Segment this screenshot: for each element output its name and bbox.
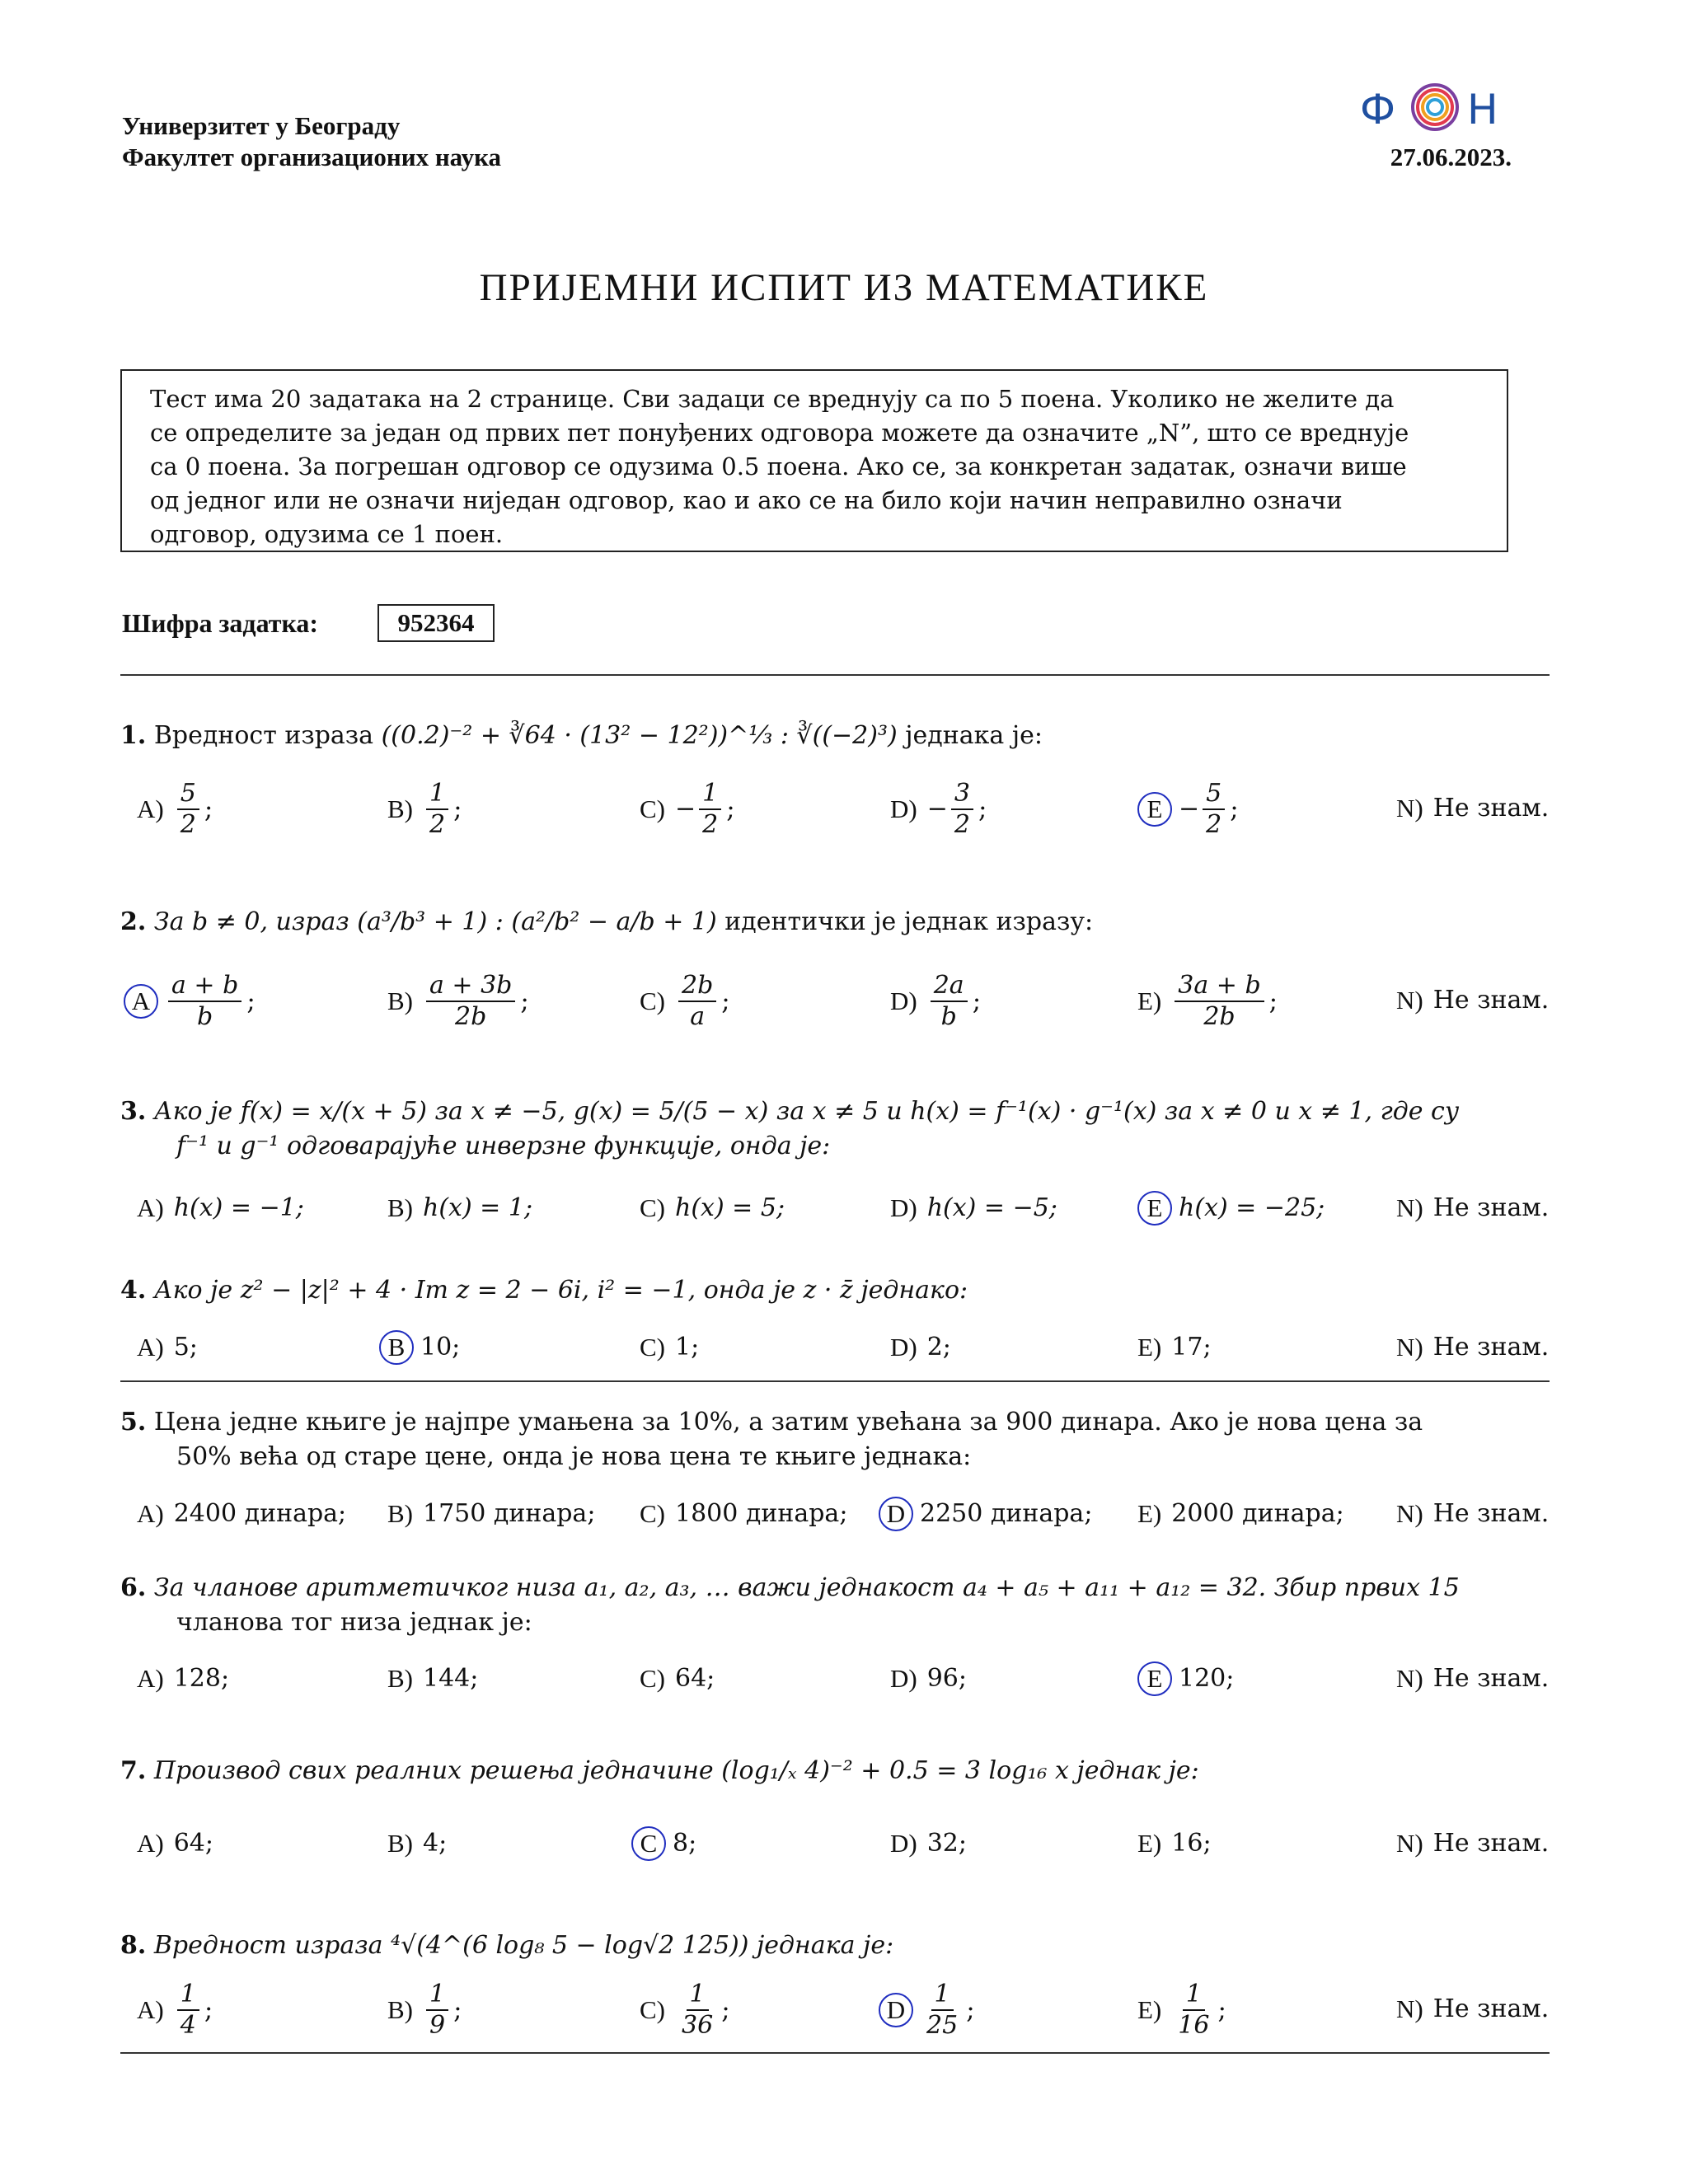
q8-option-n[interactable]: N) Не знам. (1396, 1994, 1550, 2023)
q5-option-n[interactable]: N) Не знам. (1396, 1499, 1550, 1528)
question-text: Ако је z² − |z|² + 4 · Im z = 2 − 6i, i² = −1, онда је z · z̄ једнако: (153, 1276, 968, 1305)
instructions-line: се определите за један од првих пет понуђених одговора можете да означите „N”, што се вреднује (150, 419, 1409, 447)
question-text: За чланове аритметичког низа a₁, a₂, a₃, … важи једнакост a₄ + a₅ + a₁₁ + a₁₂ = 32. Збир првих 15 (153, 1573, 1460, 1602)
question-number: 2. (120, 907, 147, 936)
q4-option-e[interactable]: E) 17; (1137, 1333, 1212, 1361)
q8-option-a[interactable]: A) $\frac{1}{4}$ ; (137, 1980, 213, 2040)
q8-option-d[interactable]: D $\frac{1}{25}$ ; (879, 1980, 975, 2041)
q6-option-d[interactable]: D) 96; (890, 1664, 967, 1693)
question-text: Ако је f(x) = x/(x + 5) за x ≠ −5, g(x) = 5/(5 − x) за x ≠ 5 и h(x) = f⁻¹(x) · g⁻¹(x) за x ≠ 0 и x ≠ 1, где су (153, 1097, 1460, 1126)
q5-option-b[interactable]: B) 1750 динара; (387, 1499, 596, 1528)
question-text: чланова тог низа једнак је: (176, 1608, 532, 1637)
logo-rings-icon (1413, 85, 1457, 129)
q1-option-b[interactable]: B) $\frac{1}{2}$ ; (387, 779, 462, 839)
q8-option-c[interactable]: C) $\frac{1}{36}$ ; (640, 1980, 730, 2040)
question-text: идентички је једнак изразу: (724, 907, 1094, 936)
logo-left-letter: Ф (1360, 86, 1396, 134)
question-number: 3. (120, 1097, 147, 1126)
question-number: 5. (120, 1408, 147, 1436)
q7-option-e[interactable]: E) 16; (1137, 1829, 1212, 1858)
q3-option-d[interactable]: D) h(x) = −5; (890, 1193, 1057, 1222)
q2-option-a[interactable]: A $\frac{a + b}{b}$ ; (124, 971, 256, 1032)
question-3 (120, 1094, 1611, 1164)
divider (120, 2052, 1550, 2054)
question-text: Вредност израза ⁴√(4^(6 log₈ 5 − log√2 125)) једнака је: (153, 1931, 894, 1960)
q3-option-c[interactable]: C) h(x) = 5; (640, 1193, 785, 1222)
q1-option-e[interactable]: E − $\frac{5}{2}$ ; (1137, 779, 1239, 840)
q1-option-a[interactable]: A) $\frac{5}{2}$ ; (137, 779, 213, 839)
question-4 (120, 1273, 1554, 1308)
exam-date: 27.06.2023. (1390, 143, 1512, 171)
question-text: За b ≠ 0, израз (153, 907, 349, 936)
q2-option-b[interactable]: B) $\frac{a + 3b}{2b}$ ; (387, 971, 529, 1031)
q6-option-e[interactable]: E 120; (1137, 1661, 1234, 1696)
q7-option-d[interactable]: D) 32; (890, 1829, 967, 1858)
selected-answer-mark: D (879, 1497, 913, 1531)
q2-option-n[interactable]: N) Не знам. (1396, 986, 1550, 1015)
question-expression: (a³/b³ + 1) : (a²/b² − a/b + 1) (357, 907, 717, 936)
q6-option-c[interactable]: C) 64; (640, 1664, 715, 1693)
q1-option-c[interactable]: C) − $\frac{1}{2}$ ; (640, 779, 735, 839)
q3-option-n[interactable]: N) Не знам. (1396, 1193, 1550, 1222)
instructions-box (120, 369, 1508, 552)
question-text: Вредност израза (153, 721, 374, 750)
selected-answer-mark: C (631, 1826, 666, 1861)
instructions-line: са 0 поена. За погрешан одговор се одузима 0.5 поена. Ако се, за конкретан задатак, означи више (150, 452, 1407, 480)
q3-option-a[interactable]: A) h(x) = −1; (137, 1193, 304, 1222)
q2-option-e[interactable]: E) $\frac{3a + b}{2b}$ ; (1137, 971, 1278, 1031)
fon-logo (1360, 81, 1510, 134)
question-number: 7. (120, 1756, 147, 1785)
instructions-line: од једног или не означи ниједан одговор, као и ако се на било који начин неправилно означи (150, 486, 1343, 514)
selected-answer-mark: D (879, 1993, 913, 2027)
question-6 (120, 1571, 1611, 1640)
selected-answer-mark: E (1137, 1191, 1172, 1226)
q7-option-c[interactable]: C 8; (631, 1826, 696, 1861)
q2-option-d[interactable]: D) $\frac{2a}{b}$ ; (890, 971, 982, 1031)
question-8 (120, 1929, 1554, 1963)
q7-option-b[interactable]: B) 4; (387, 1829, 448, 1858)
divider (120, 1380, 1550, 1382)
question-text: 50% већа од старе цене, онда је нова цена те књиге једнака: (176, 1442, 972, 1471)
q1-option-d[interactable]: D) − $\frac{3}{2}$ ; (890, 779, 987, 839)
q8-option-e[interactable]: E) $\frac{1}{16}$ ; (1137, 1980, 1226, 2040)
q5-option-c[interactable]: C) 1800 динара; (640, 1499, 848, 1528)
question-7 (120, 1754, 1554, 1788)
q5-option-a[interactable]: A) 2400 динара; (137, 1499, 347, 1528)
university-name: Универзитет у Београду (122, 111, 401, 140)
question-text: Производ свих реалних решења једначине (log₁/ₓ 4)⁻² + 0.5 = 3 log₁₆ x једнак је: (153, 1756, 1199, 1785)
q1-option-n[interactable]: N) Не знам. (1396, 794, 1550, 823)
q3-option-e[interactable]: E h(x) = −25; (1137, 1191, 1325, 1226)
selected-answer-mark: E (1137, 792, 1172, 827)
q7-option-n[interactable]: N) Не знам. (1396, 1829, 1550, 1858)
page-title: ПРИЈЕМНИ ИСПИТ ИЗ МАТЕМАТИКЕ (479, 266, 1209, 309)
faculty-name: Факултет организационих наука (122, 143, 502, 171)
q6-option-a[interactable]: A) 128; (137, 1664, 230, 1693)
task-code-label: Шифра задатка: (122, 608, 319, 638)
q3-option-b[interactable]: B) h(x) = 1; (387, 1193, 533, 1222)
logo-right-letter: Н (1467, 86, 1498, 134)
question-number: 1. (120, 721, 147, 750)
task-code-value: 952364 (377, 604, 495, 642)
q5-option-e[interactable]: E) 2000 динара; (1137, 1499, 1344, 1528)
instructions-line: одговор, одузима се 1 поен. (150, 520, 504, 548)
question-text: Цена једне књиге је најпре умањена за 10%, а затим увећана за 900 динара. Ако је нова цена за (153, 1408, 1423, 1436)
q4-option-n[interactable]: N) Не знам. (1396, 1333, 1550, 1361)
selected-answer-mark: A (124, 984, 158, 1019)
question-number: 4. (120, 1276, 147, 1305)
question-expression: ((0.2)⁻² + ∛64 · (13² − 12²))^⅓ : ∛((−2)³) (381, 721, 898, 750)
question-number: 6. (120, 1573, 147, 1602)
question-1 (120, 719, 1554, 753)
selected-answer-mark: E (1137, 1661, 1172, 1696)
q4-option-a[interactable]: A) 5; (137, 1333, 198, 1361)
q6-option-n[interactable]: N) Не знам. (1396, 1664, 1550, 1693)
q6-option-b[interactable]: B) 144; (387, 1664, 479, 1693)
question-number: 8. (120, 1931, 147, 1960)
instructions-line: Тест има 20 задатака на 2 странице. Сви задаци се вреднују са по 5 поена. Уколико не желите да (150, 385, 1395, 413)
question-text: једнака је: (905, 721, 1043, 750)
q4-option-d[interactable]: D) 2; (890, 1333, 951, 1361)
q4-option-c[interactable]: C) 1; (640, 1333, 700, 1361)
q5-option-d[interactable]: D 2250 динара; (879, 1497, 1092, 1531)
q4-option-b[interactable]: B 10; (379, 1330, 460, 1365)
q7-option-a[interactable]: A) 64; (137, 1829, 213, 1858)
divider (120, 674, 1550, 676)
question-2 (120, 905, 1554, 940)
q8-option-b[interactable]: B) $\frac{1}{9}$ ; (387, 1980, 462, 2040)
selected-answer-mark: B (379, 1330, 414, 1365)
q2-option-c[interactable]: C) $\frac{2b}{a}$ ; (640, 971, 730, 1031)
question-5 (120, 1405, 1611, 1474)
question-text: f⁻¹ и g⁻¹ одговарајуће инверзне функције, онда је: (176, 1132, 831, 1160)
